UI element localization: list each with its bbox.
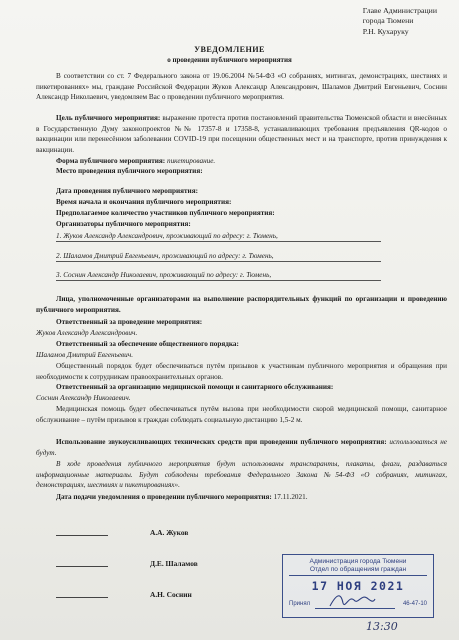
place-label: Место проведения публичного мероприятия: [56, 167, 203, 175]
authorized-paragraph: Лица, уполномоченные организаторами на выполнение распорядительных функций по организации и проведению публичного мероприятия. [36, 295, 447, 314]
addressee-block [363, 6, 437, 37]
addressee-line: города Тюмени [362, 16, 414, 26]
handwritten-signature-icon [327, 591, 377, 611]
addressee-line: Главе Администрации [362, 6, 437, 15]
count-label: Предполагаемое количество участников публичного мероприятия: [56, 209, 275, 217]
signature-line [56, 597, 108, 598]
organizer-line: 2. Шаламов Дмитрий Евгеньевич, проживающий по адресу: г. Тюмень, [56, 251, 381, 262]
form-row [56, 156, 447, 167]
handwritten-time: 13:30 [366, 620, 398, 633]
organizer-line: 3. Соснин Александр Николаевич, проживающий по адресу: г. Тюмень, [56, 270, 381, 281]
registration-stamp [282, 554, 434, 618]
resp-order-name: Шаламов Дмитрий Евгеньевич. [36, 351, 133, 359]
resp-med-label: Ответственный за организацию медицинской помощи и санитарного обслуживания: [56, 383, 334, 391]
sound-value: использоваться не будут. [36, 438, 447, 457]
organizers-label: Организаторы публичного мероприятия: [56, 220, 191, 228]
time-label: Время начала и окончания публичного мероприятия: [56, 198, 232, 206]
document-title: УВЕДОМЛЕНИЕ [194, 45, 265, 54]
submission-label: Дата подачи уведомления о проведении публичного мероприятия: [56, 493, 272, 501]
order-paragraph: Общественный порядок будет обеспечиваться путём призывов к участникам публичного мероприятия и обращения при необходимости к сотрудникам правоохранительных органов. [36, 362, 447, 381]
sound-paragraph [36, 437, 447, 458]
goal-paragraph [36, 113, 447, 155]
document-subtitle: о проведении публичного мероприятия [167, 56, 292, 64]
sound-label: Использование звукоусиливающих технических средств при проведении публичного мероприятия: [56, 438, 387, 446]
signature-name: Д.Е. Шаламов [150, 559, 198, 568]
date-label: Дата проведения публичного мероприятия: [56, 187, 198, 195]
resp-order-label: Ответственный за обеспечение общественного порядка: [56, 340, 239, 348]
organizer-line: 1. Жуков Александр Александрович, проживающий по адресу: г. Тюмень, [56, 231, 381, 242]
form-label: Форма публичного мероприятия: [56, 157, 166, 165]
transport-paragraph: В ходе проведения публичного мероприятия будут использованы транспаранты, плакаты, флаги, раздаваться информационные материалы. Будут соблюдены требования Федерального Закона №54-ФЗ «О собраниях, митингах, демонстрациях, шествиях и пикетированиях». [36, 460, 447, 490]
signature-line [56, 566, 108, 567]
stamp-line: Администрация города Тюмени [309, 558, 407, 565]
submission-date: 17.11.2021. [273, 493, 308, 501]
resp-event-label: Ответственный за проведение мероприятия: [56, 318, 203, 326]
goal-label: Цель публичного мероприятия: [56, 114, 161, 122]
signature-name: А.А. Жуков [150, 528, 189, 537]
goal-text: выражение протеста против постановлений правительства Тюменской области и внесённых в Государственную Думу законопроектов №№ 17357-8 и 17358-8, устанавливающих требования предъявления QR-кодов о вакцинации или перенесённом заболевании COVID-19 при посещении общественных мест и на транспорте, против принуждения к вакцинации. [36, 114, 447, 154]
stamp-line: Отдел по обращениям граждан [309, 566, 407, 573]
stamp-divider [289, 575, 427, 576]
signature-line [56, 535, 108, 536]
stamp-received-label: Принял [289, 601, 311, 607]
resp-med-name: Соснин Александр Николаевич. [36, 394, 131, 402]
stamp-code: 46-47-10 [402, 601, 427, 607]
med-paragraph: Медицинская помощь будет обеспечиваться путём вызова при необходимости скорой медицинской помощи, санитарное обслуживание – путём призывов к граждан соблюдать социальную дистанцию 1,5-2 м. [36, 405, 447, 424]
stamp-date: 17 НОЯ 2021 [311, 579, 405, 593]
resp-event-name: Жуков Александр Александрович. [36, 329, 138, 337]
addressee-line: Р.Н. Кухаруку [362, 26, 409, 36]
intro-paragraph: В соответствии со ст. 7 Федерального закона от 19.06.2004 №54-ФЗ «О собраниях, митингах, демонстрациях, шествиях и пикетированиях» мы, граждане Российской Федерации Жуков Александр Александрович, Шаламов Дмитрий Евгеньевич, Соснин Александр Николаевич, уведомляем Вас о проведении публичного мероприятия. [36, 72, 447, 102]
form-value: пикетирование. [166, 157, 216, 165]
submission-row [56, 492, 447, 503]
signature-name: А.Н. Соснин [150, 590, 192, 599]
